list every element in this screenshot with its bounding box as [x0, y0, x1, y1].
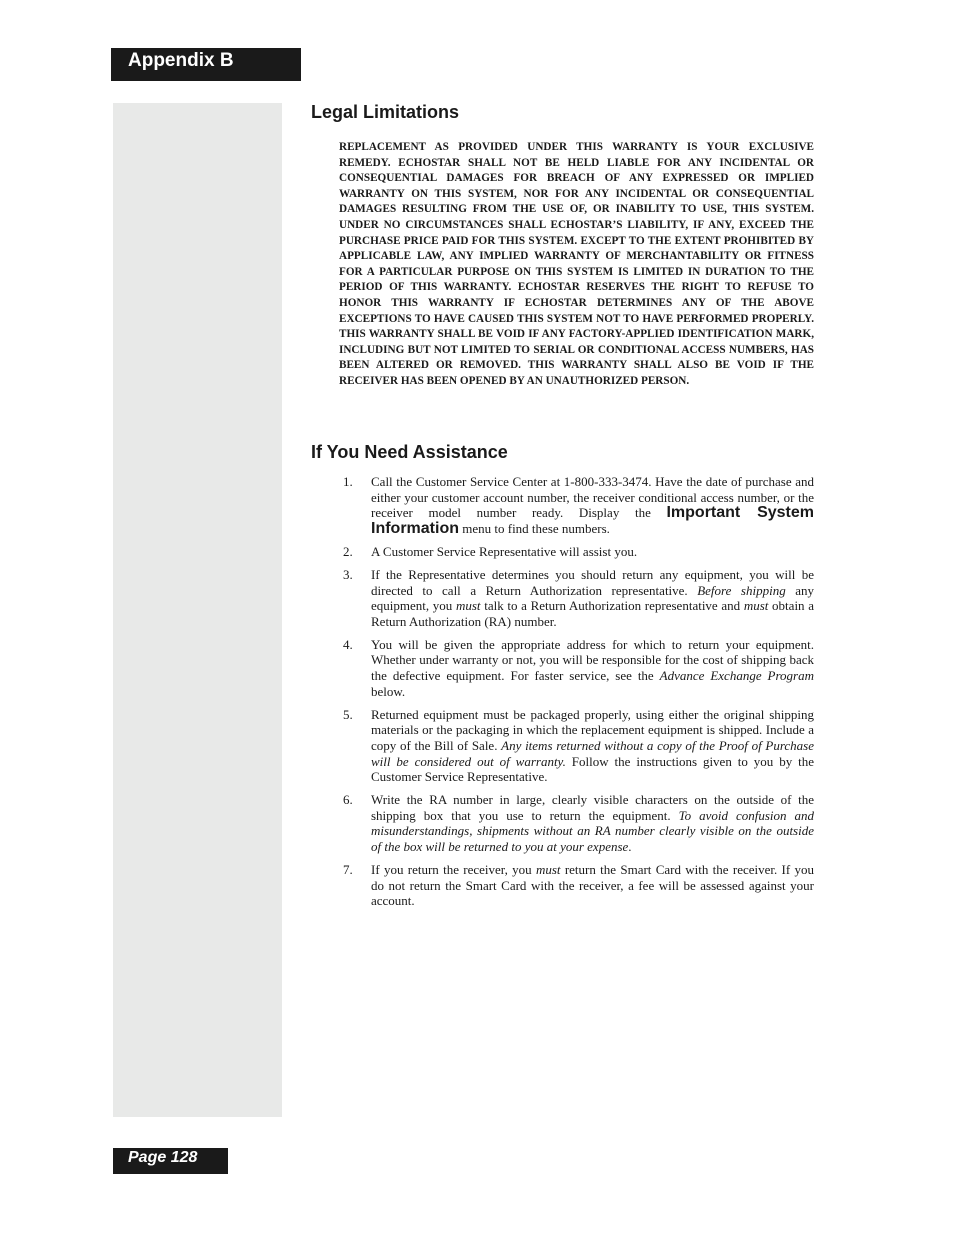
- step-text: [371, 567, 814, 629]
- list-item: [311, 544, 814, 560]
- list-item: [311, 637, 814, 699]
- emphasis-text: must: [455, 598, 481, 614]
- step-text: [371, 474, 814, 536]
- step-text-run: A Customer Service Representative will assist you.: [371, 543, 638, 559]
- emphasis-text: must: [535, 862, 561, 878]
- step-text: [371, 862, 814, 908]
- step-number: 3.: [343, 566, 353, 582]
- assistance-heading: If You Need Assistance: [311, 442, 508, 462]
- list-item: [311, 567, 814, 629]
- menu-name: Important System Information: [371, 504, 815, 537]
- step-number: 4.: [343, 636, 353, 652]
- step-number: 6.: [343, 792, 353, 808]
- page-number: Page 128: [128, 1149, 198, 1166]
- step-text-run: If the Representative determines you should return any equipment, you will be directed to call a Return Authorization representative.: [371, 566, 814, 598]
- list-item: [311, 792, 814, 854]
- list-item: [311, 707, 814, 785]
- appendix-header: [111, 48, 301, 81]
- step-number: 1.: [343, 474, 353, 489]
- step-number: 2.: [343, 543, 353, 559]
- step-number: 5.: [343, 706, 353, 722]
- assistance-steps-list: [311, 474, 814, 916]
- step-text: [371, 544, 637, 559]
- step-text: [371, 637, 814, 699]
- step-text: [371, 707, 814, 784]
- emphasis-text: Before shipping: [697, 582, 786, 598]
- list-item: [311, 474, 814, 536]
- step-text-run: talk to a Return Authorization representative and: [480, 598, 744, 614]
- step-text-run: You will be given the appropriate address for which to return your equipment. Whether under warranty or not, you will be responsible for the cost of shipping back the defective equipment. For faster service, see the: [371, 636, 814, 684]
- step-text-run: If you return the receiver, you: [371, 862, 536, 878]
- step-text: [371, 792, 814, 854]
- step-text-run: obtain a Return Authorization (RA) number.: [371, 598, 814, 629]
- step-text-run: below.: [371, 683, 406, 699]
- step-text-run: Call the Customer Service Center at 1-800-333-3474. Have the date of purchase and either your customer account number, the receiver conditional access number, or the receiver model number ready. Display the: [371, 474, 814, 521]
- legal-limitations-text: REPLACEMENT AS PROVIDED UNDER THIS WARRANTY IS YOUR EXCLUSIVE REMEDY. ECHOSTAR SHALL NOT BE HELD LIABLE FOR ANY INCIDENTAL OR CONSEQUENTIAL DAMAGES FOR BREACH OF ANY EXPRESSED OR IMPLIED WARRANTY ON THIS SYSTEM, NOR FOR ANY INCIDENTAL OR CONSEQUENTIAL DAMAGES RESULTING FROM THE USE OF, OR INABILITY TO USE, THIS SYSTEM. UNDER NO CIRCUMSTANCES SHALL ECHOSTAR’S LIABILITY, IF ANY, EXCEED THE PURCHASE PRICE PAID FOR THIS SYSTEM. EXCEPT TO THE EXTENT PROHIBITED BY APPLICABLE LAW, ANY IMPLIED WARRANTY OF MERCHANTABILITY OR FITNESS FOR A PARTICULAR PURPOSE ON THIS SYSTEM IS LIMITED IN DURATION TO THE PERIOD OF THIS WARRANTY. ECHOSTAR RESERVES THE RIGHT TO REFUSE TO HONOR THIS WARRANTY IF ECHOSTAR DETERMINES ANY OF THE ABOVE EXCEPTIONS TO HAVE CAUSED THIS SYSTEM NOT TO HAVE PERFORMED PROPERLY. THIS WARRANTY SHALL BE VOID IF ANY FACTORY-APPLIED IDENTIFICATION MARK, INCLUDING BUT NOT LIMITED TO SERIAL OR CONDITIONAL ACCESS NUMBERS, HAS BEEN ALTERED OR REMOVED. THIS WARRANTY SHALL ALSO BE VOID IF THE RECEIVER HAS BEEN OPENED BY AN UNAUTHORIZED PERSON.: [339, 141, 814, 387]
- emphasis-text: Any items returned without a copy of the Proof of Purchase will be considered out of warranty.: [371, 737, 814, 769]
- legal-limitations-heading: Legal Limitations: [311, 102, 460, 122]
- step-number: 7.: [343, 862, 353, 878]
- list-item: [311, 862, 814, 909]
- emphasis-text: must: [743, 598, 769, 614]
- step-text-run: menu to find these numbers.: [459, 520, 610, 536]
- step-text-run: Write the RA number in large, clearly visible characters on the outside of the shipping box that you use to return the equipment.: [371, 792, 814, 823]
- emphasis-text: Advance Exchange Program: [659, 668, 815, 684]
- page-number-bar: [113, 1148, 228, 1174]
- emphasis-text: To avoid confusion and misunderstandings, shipments without an RA number clearly visible on the outside of the box will be returned to you at your expense: [371, 807, 814, 854]
- step-text-run: Returned equipment must be packaged properly, using either the original shipping materials or the packaging in which the replacement equipment is shipped. Include a copy of the Bill of Sale.: [371, 706, 814, 753]
- step-text-run: .: [628, 838, 632, 854]
- step-text-run: Follow the instructions given to you by the Customer Service Representative.: [371, 753, 815, 785]
- appendix-title: Appendix B: [128, 50, 234, 71]
- step-text-run: return the Smart Card with the receiver. If you do not return the Smart Card with the receiver, a fee will be assessed against your account.: [371, 862, 815, 909]
- step-text-run: any equipment, you: [371, 582, 814, 614]
- sidebar-panel: [113, 103, 282, 1117]
